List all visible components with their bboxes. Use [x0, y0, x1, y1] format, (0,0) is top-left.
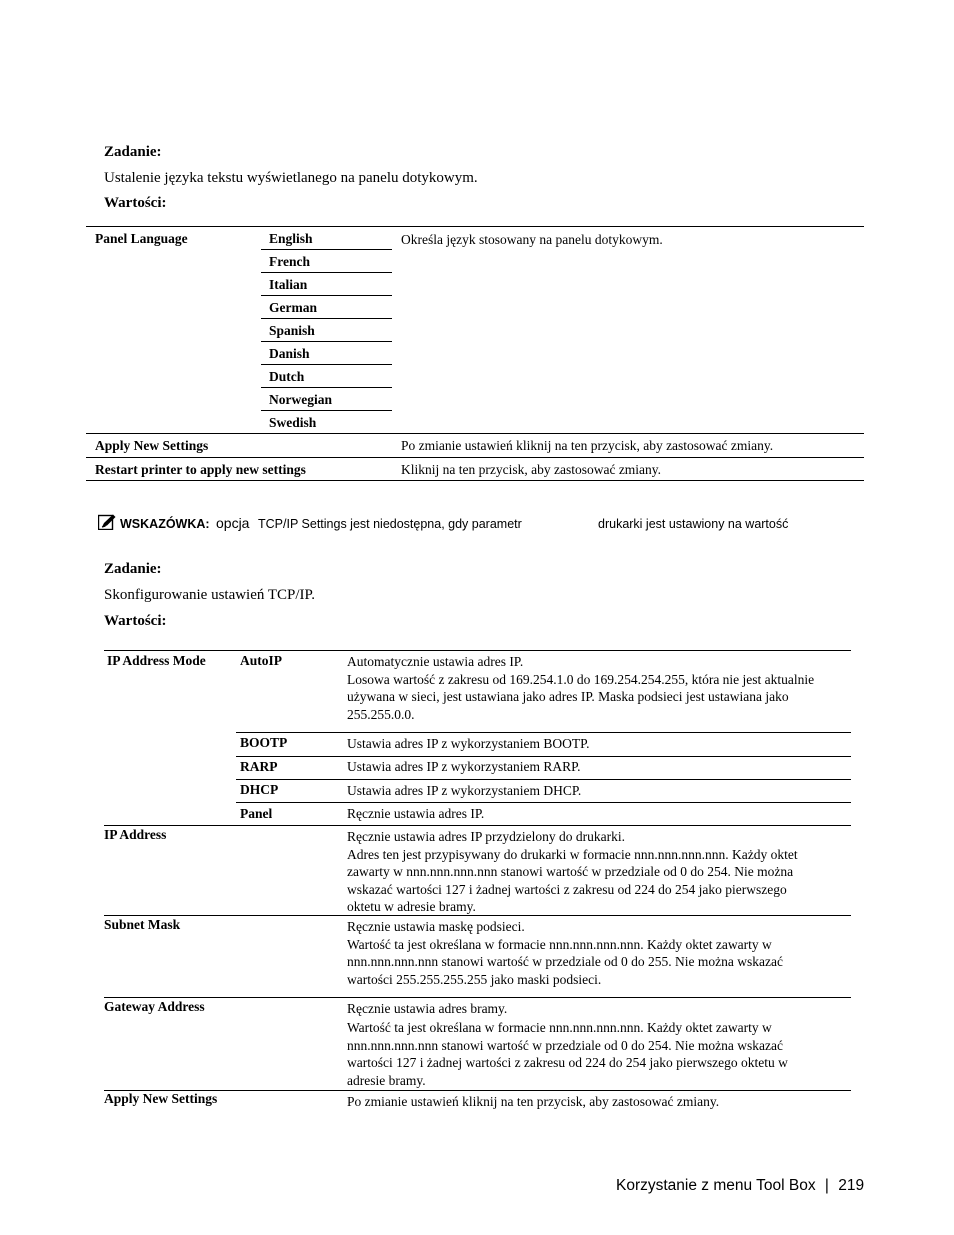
subnet-mask-desc: Ręcznie ustawia maskę podsieci. Wartość ta jest określana w formacie nnn.nnn.nnn.nnn. Każdy oktet zawarty w nnn.nnn.nnn.nnn stanowi wartość w przedziale od 0 do 255. Nie można wskazać wartości 255.255.255.255 jako maski podsieci. — [347, 919, 784, 987]
gateway-desc: Wartość ta jest określana w formacie nnn.nnn.nnn.nnn. Każdy oktet zawarty w nnn.nnn.nnn.nnn stanowi wartość w przedziale od 0 do 254. Nie można wskazać wartości 127 i żadnej wartości z zakresu od 224 do 254 jako pierwszego oktetu w adresie bramy. — [347, 1020, 788, 1088]
ip-address-desc: Ręcznie ustawia adres IP przydzielony do drukarki. Adres ten jest przypisywany do drukarki w formacie nnn.nnn.nnn.nnn. Każdy oktet zawarty w nnn.nnn.nnn.nnn stanowi wartość w przedziale od 0 do 254. Nie można wskazać wartości 127 i żadnej wartości z zakresu od 224 do 254 jako pierwszego oktetu w adresie bramy. — [347, 829, 798, 914]
note-text: TCP/IP Settings jest niedostępna, gdy parametr — [258, 517, 522, 531]
dhcp-desc: Ustawia adres IP z wykorzystaniem DHCP. — [347, 783, 582, 798]
language-option: Norwegian — [269, 392, 332, 407]
panel-desc: Ręcznie ustawia adres IP. — [347, 806, 485, 821]
note-label: WSKAZÓWKA: — [120, 517, 210, 531]
panel-language-name: Panel Language — [95, 231, 188, 246]
language-option: Danish — [269, 346, 310, 361]
apply-settings-name: Apply New Settings — [95, 438, 209, 453]
bootp-name: BOOTP — [240, 735, 288, 750]
language-option: English — [269, 231, 313, 246]
language-option: Dutch — [269, 369, 305, 384]
task-label-2: Zadanie: — [104, 561, 162, 577]
note-text-2: drukarki jest ustawiony na wartość — [598, 517, 789, 531]
language-option: French — [269, 254, 310, 269]
gateway-name: Gateway Address — [104, 999, 205, 1014]
language-option: Italian — [269, 277, 308, 292]
footer-title: Korzystanie z menu Tool Box — [616, 1177, 816, 1194]
page-footer — [616, 1177, 864, 1195]
note-word: opcja — [216, 515, 250, 531]
ip-address-name: IP Address — [104, 827, 167, 842]
restart-printer-desc: Kliknij na ten przycisk, aby zastosować zmiany. — [401, 462, 662, 477]
gateway-desc-first: Ręcznie ustawia adres bramy. — [347, 1001, 508, 1016]
language-option: Swedish — [269, 415, 317, 430]
rarp-name: RARP — [240, 759, 278, 774]
page-number: 219 — [838, 1177, 865, 1194]
task-label-1: Zadanie: — [104, 144, 162, 160]
dhcp-name: DHCP — [240, 782, 279, 797]
subnet-mask-name: Subnet Mask — [104, 917, 181, 932]
values-label-2: Wartości: — [104, 613, 167, 629]
apply-settings-desc-2: Po zmianie ustawień kliknij na ten przycisk, aby zastosować zmiany. — [347, 1094, 720, 1109]
ip-mode-name: IP Address Mode — [107, 653, 206, 668]
autoip-name: AutoIP — [240, 653, 283, 668]
rarp-desc: Ustawia adres IP z wykorzystaniem RARP. — [347, 759, 581, 774]
panel-name: Panel — [240, 806, 273, 821]
restart-printer-name: Restart printer to apply new settings — [95, 462, 306, 477]
bootp-desc: Ustawia adres IP z wykorzystaniem BOOTP. — [347, 736, 590, 751]
panel-language-desc: Określa język stosowany na panelu dotykowym. — [401, 232, 663, 247]
apply-settings-name-2: Apply New Settings — [104, 1091, 218, 1106]
apply-settings-desc: Po zmianie ustawień kliknij na ten przycisk, aby zastosować zmiany. — [401, 438, 774, 453]
task-text-1: Ustalenie języka tekstu wyświetlanego na panelu dotykowym. — [104, 170, 478, 186]
footer-separator: | — [824, 1177, 829, 1194]
language-option: Spanish — [269, 323, 315, 338]
values-label-1: Wartości: — [104, 195, 167, 211]
autoip-desc: Automatycznie ustawia adres IP. Losowa wartość z zakresu od 169.254.1.0 do 169.254.254.255, która nie jest aktualnie używana w sieci, jest ustawiana jako adres IP. Maska podsieci jest ustawiana jako 255.255.0.0. — [347, 654, 815, 722]
language-option: German — [269, 300, 317, 315]
task-text-2: Skonfigurowanie ustawień TCP/IP. — [104, 587, 315, 603]
